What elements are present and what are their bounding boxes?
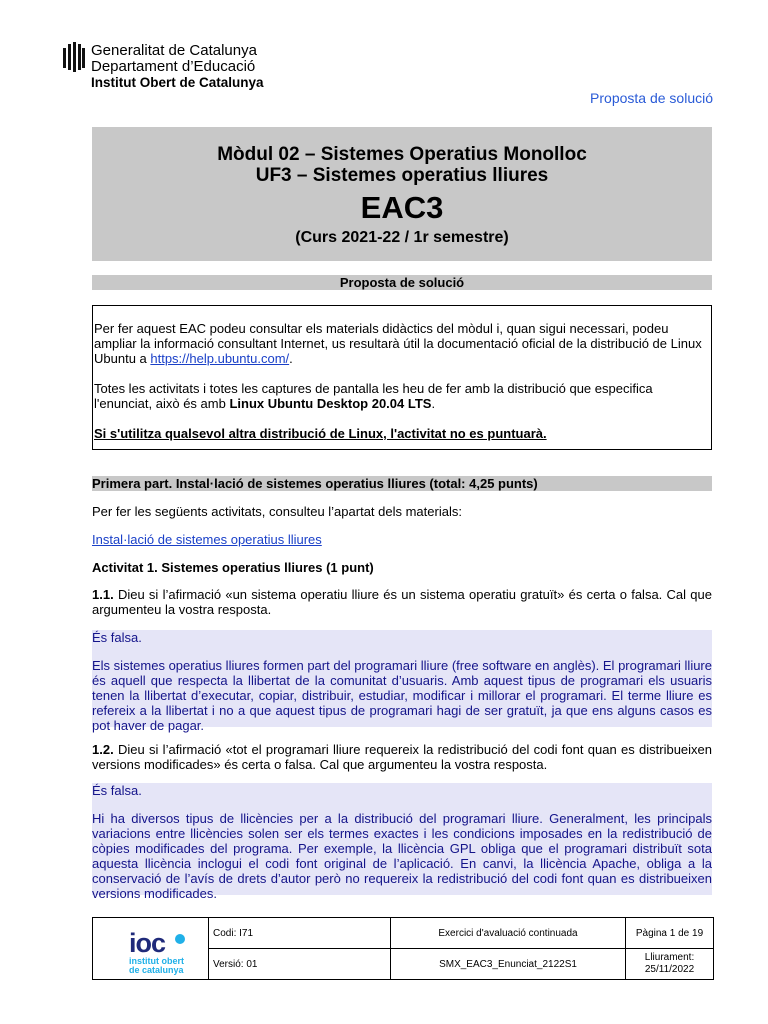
- generalitat-logo-icon: [63, 42, 85, 72]
- ioc-logo-subtitle: institut obert de catalunya: [129, 956, 184, 975]
- title-box: [92, 127, 712, 261]
- footer-code: Codi: I71: [213, 927, 254, 939]
- proposal-label: Proposta de solució: [590, 90, 713, 106]
- part1-bar: Primera part. Instal·lació de sistemes operatius lliures (total: 4,25 punts): [92, 476, 712, 491]
- ubuntu-help-link[interactable]: https://help.ubuntu.com/: [150, 351, 290, 366]
- answer-1-1: [92, 630, 712, 733]
- unit-title: UF3 – Sistemes operatius lliures: [255, 165, 549, 186]
- answer-1-2-verdict: És falsa.: [92, 783, 142, 798]
- question-1-2: 1.2. Dieu si l’afirmació «tot el programari lliure requereix la redistribució del codi font quan es distribueixen versions modificades» és certa o falsa. Cal que argumenteu la vostra resposta.: [92, 742, 712, 772]
- section-bar-solution: Proposta de solució: [92, 275, 712, 290]
- answer-1-2-explanation: Hi ha diversos tipus de llicències per a la distribució del programari lliure. Generalment, les principals variacions entre llicències solen ser els termes exactes i les condicions imposades en la redistribució de còpies modificades del programa. Per exemple, la llicència GPL obliga que el programari distribuït sota aquesta llicència inclogui el codi font original de l’aplicació. En canvi, la llicència Apache, obliga a la conservació de l’avís de drets d’autor però no requereix la redistribució del codi font quan es distribueixen versions modificades.: [92, 811, 712, 901]
- institution-header: [91, 43, 264, 91]
- header-line-departament: Departament d’Educació: [91, 58, 256, 75]
- footer-doc-file: SMX_EAC3_Enunciat_2122S1: [439, 958, 577, 970]
- footer-delivery: Lliurament: 25/11/2022: [644, 952, 695, 975]
- footer-version: Versió: 01: [213, 958, 258, 970]
- ioc-dot-icon: [175, 934, 185, 944]
- materials-link[interactable]: Instal·lació de sistemes operatius lliures: [92, 532, 322, 547]
- header-line-generalitat: Generalitat de Catalunya: [91, 42, 257, 59]
- answer-1-1-explanation: Els sistemes operatius lliures formen part del programari lliure (free software en anglès). El programari lliure és aquell que respecta la llibertat de la comunitat d’usuaris. Amb aquest tipus de programari els usuaris tenen la llibertat d’executar, copiar, distribuir, estudiar, modificar i millorar el programari. El terme lliure es refereix a la llibertat i no a que aquest tipus de programari hagi de ser gratuït, ja que ens alguns casos es pot haver de pagar.: [92, 658, 712, 733]
- footer-doc-type: Exercici d'avaluació continuada: [438, 927, 578, 939]
- header-line-institut: Institut Obert de Catalunya: [91, 75, 264, 90]
- module-title: Mòdul 02 – Sistemes Operatius Monolloc: [217, 144, 587, 165]
- info-paragraph-warning: Si s'utilitza qualsevol altra distribució de Linux, l'activitat no es puntuarà.: [94, 426, 547, 441]
- question-1-1: 1.1. Dieu si l’afirmació «un sistema operatiu lliure és un sistema operatiu gratuït» és certa o falsa. Cal que argumenteu la vostra resposta.: [92, 587, 712, 617]
- info-paragraph-materials: Per fer aquest EAC podeu consultar els materials didàctics del mòdul i, quan sigui necessari, podeu ampliar la informació consultant Internet, us resultarà útil la documentació oficial de la distribució de Linux Ubuntu a https://help.ubuntu.com/.: [94, 321, 702, 366]
- activity1-title: Activitat 1. Sistemes operatius lliures (1 punt): [92, 560, 374, 575]
- answer-1-2: [92, 783, 712, 901]
- info-box: [92, 305, 712, 450]
- footer-table: [92, 917, 714, 980]
- materials-link-row: [92, 532, 712, 547]
- part1-intro: Per fer les següents activitats, consulteu l’apartat dels materials:: [92, 504, 462, 519]
- ioc-logo: ioc: [129, 928, 166, 958]
- course-title: (Curs 2021-22 / 1r semestre): [295, 229, 509, 246]
- footer-page: Pàgina 1 de 19: [635, 927, 704, 939]
- eac-title: EAC3: [360, 190, 444, 225]
- info-paragraph-distribution: Totes les activitats i totes les captures de pantalla les heu de fer amb la distribució que especifica l'enunciat, això és amb Linux Ubuntu Desktop 20.04 LTS.: [94, 381, 653, 411]
- answer-1-1-verdict: És falsa.: [92, 630, 142, 645]
